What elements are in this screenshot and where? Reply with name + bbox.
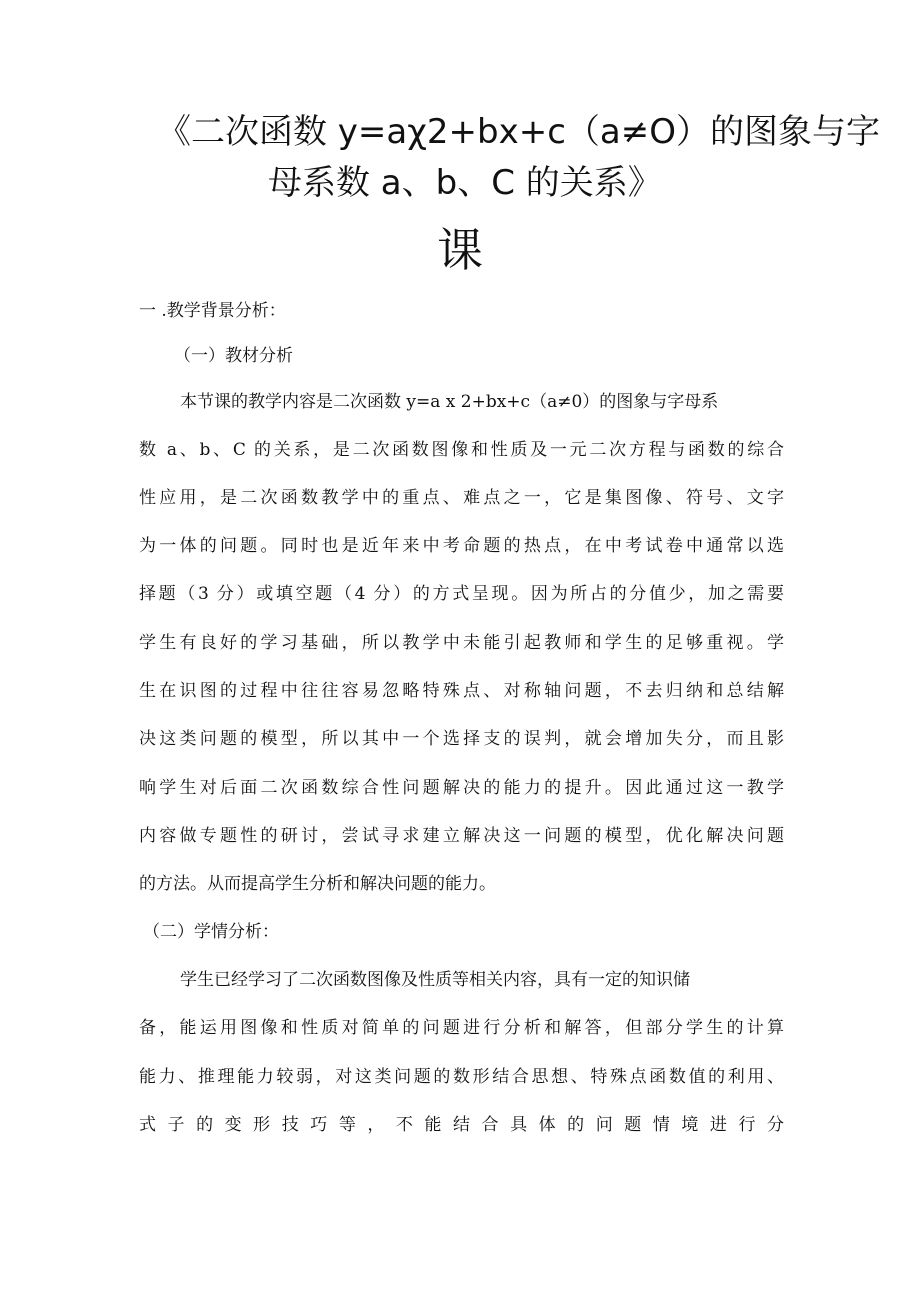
paragraph-line: 决这类问题的模型，所以其中一个选择支的误判，就会增加失分，而且影 [139,729,784,749]
paragraph-line: 性应用，是二次函数教学中的重点、难点之一，它是集图像、符号、文字 [139,488,784,508]
subsection-heading-students: （二）学情分析： [143,922,279,942]
paragraph-line: 备，能运用图像和性质对简单的问题进行分析和解答，但部分学生的计算 [139,1018,784,1038]
paragraph-line: 响学生对后面二次函数综合性问题解决的能力的提升。因此通过这一教学 [139,778,784,798]
paragraph-line: 的方法。从而提高学生分析和解决问题的能力。 [139,874,496,894]
paragraph-line: 生在识图的过程中往往容易忽略特殊点、对称轴问题，不去归纳和总结解 [139,681,784,701]
paragraph-line: 内容做专题性的研讨，尝试寻求建立解决这一问题的模型，优化解决问题 [139,826,784,846]
paragraph-line: 数 a、b、C 的关系，是二次函数图像和性质及一元二次方程与函数的综合 [139,440,784,460]
section-heading: 一 .教学背景分析： [139,301,286,321]
subsection-heading-textbook: （一）教材分析 [174,346,293,366]
paragraph-line: 择题（3 分）或填空题（4 分）的方式呈现。因为所占的分值少，加之需要 [139,584,784,604]
paragraph-line: 学生有良好的学习基础，所以教学中未能引起教师和学生的足够重视。学 [139,633,784,653]
paragraph-line: 学生已经学习了二次函数图像及性质等相关内容，具有一定的知识储 [180,970,690,990]
document-title-line-2: 母系数 a、b、C 的关系》 [268,163,662,203]
paragraph-line: 式 子 的 变 形 技 巧 等 ， 不 能 结 合 具 体 的 问 题 情 境 进 行 分 [139,1115,784,1135]
document-title-line-3: 课 [437,223,483,277]
paragraph-line: 能力、推理能力较弱，对这类问题的数形结合思想、特殊点函数值的利用、 [139,1067,784,1087]
paragraph-line: 为一体的问题。同时也是近年来中考命题的热点，在中考试卷中通常以选 [139,536,784,556]
document-title-line-1: 《二次函数 y=aχ2+bx+c（a≠O）的图象与字 [157,112,880,152]
paragraph-line: 本节课的教学内容是二次函数 y=a x 2+bx+c（a≠0）的图象与字母系 [180,392,719,412]
